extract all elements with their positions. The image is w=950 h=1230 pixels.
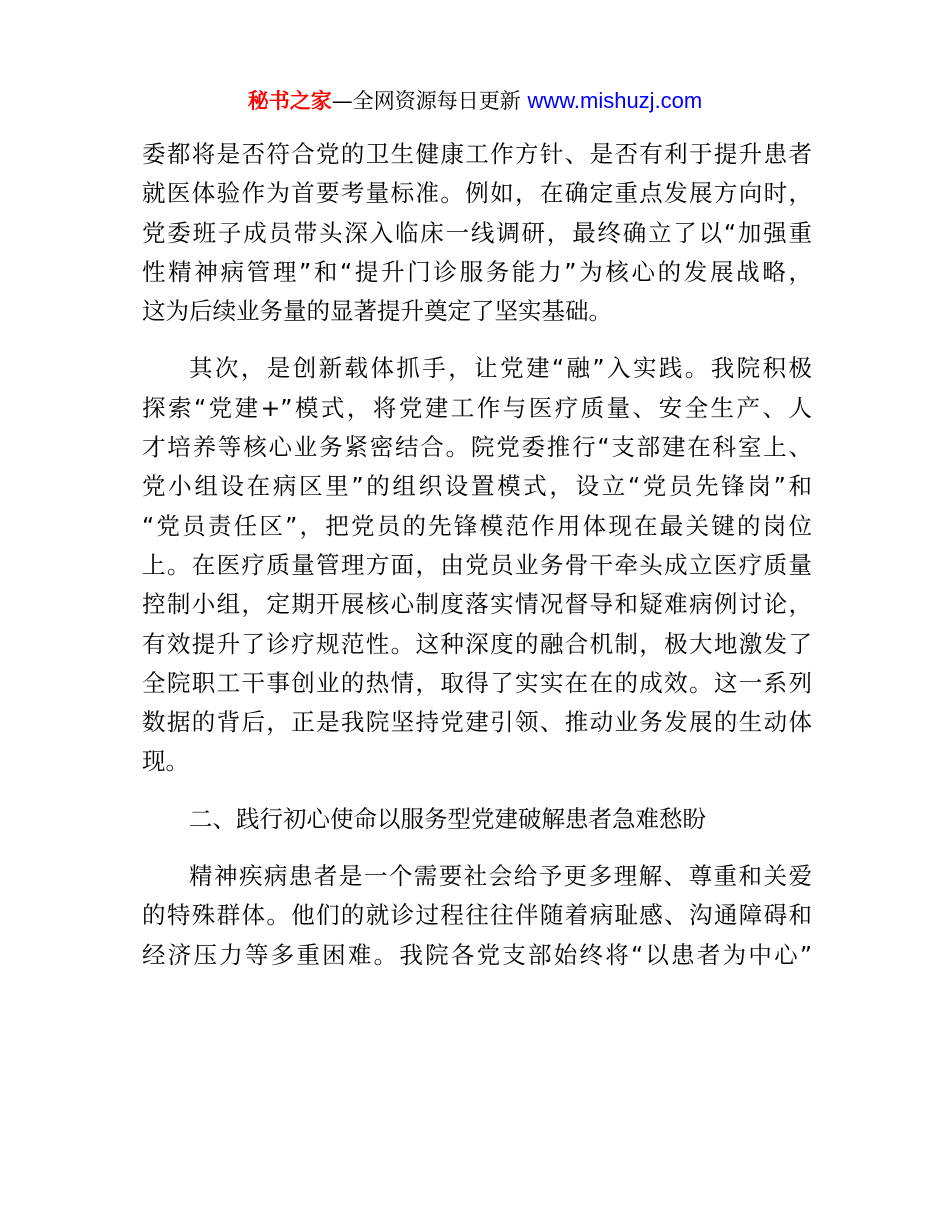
- text-line: 委都将是否符合党的卫生健康工作方针、是否有利于提升患者: [142, 140, 812, 168]
- text-line: 党委班子成员带头深入临床一线调研，最终确立了以“加强重: [142, 218, 812, 247]
- paragraph-patients: [142, 857, 812, 975]
- text-line: 的特殊群体。他们的就诊过程往往伴随着病耻感、沟通障碍和: [142, 901, 812, 930]
- page-header: [0, 86, 950, 116]
- text-line: 就医体验作为首要考量标准。例如，在确定重点发展方向时，: [142, 179, 812, 208]
- paragraph-innovation: [142, 349, 812, 781]
- text-line: 数据的背后，正是我院坚持党建引领、推动业务发展的生动体: [142, 708, 812, 737]
- paragraph-continuation: [142, 135, 812, 331]
- header-tagline: —全网资源每日更新: [331, 89, 521, 113]
- text-line: 其次，是创新载体抓手，让党建“融”入实践。我院积极: [189, 354, 812, 383]
- text-line: 控制小组，定期开展核心制度落实情况督导和疑难病例讨论，: [142, 590, 812, 619]
- text-line: “党员责任区”，把党员的先锋模范作用体现在最关键的岗位: [142, 511, 812, 540]
- text-line: 性精神病管理”和“提升门诊服务能力”为核心的发展战略，: [142, 257, 812, 286]
- text-line: 探索“党建+”模式，将党建工作与医疗质量、安全生产、人: [142, 393, 812, 422]
- text-line: 经济压力等多重困难。我院各党支部始终将“以患者为中心”: [142, 940, 812, 969]
- text-line: 精神疾病患者是一个需要社会给予更多理解、尊重和关爱: [189, 862, 812, 891]
- section-heading-text: 二、践行初心使命以服务型党建破解患者急难愁盼: [189, 804, 706, 833]
- text-line: 这为后续业务量的显著提升奠定了坚实基础。: [142, 297, 612, 326]
- brand-name: 秘书之家: [247, 89, 332, 113]
- document-body: [142, 135, 812, 975]
- section-heading: [142, 800, 812, 839]
- text-line: 有效提升了诊疗规范性。这种深度的融合机制，极大地激发了: [142, 629, 812, 658]
- text-line: 党小组设在病区里”的组织设置模式，设立“党员先锋岗”和: [142, 472, 812, 501]
- text-line: 上。在医疗质量管理方面，由党员业务骨干牵头成立医疗质量: [142, 550, 812, 579]
- text-line: 全院职工干事创业的热情，取得了实实在在的成效。这一系列: [142, 668, 812, 697]
- text-line: 才培养等核心业务紧密结合。院党委推行“支部建在科室上、: [142, 433, 812, 462]
- site-url-link[interactable]: www.mishuzj.com: [527, 88, 703, 113]
- text-line: 现。: [142, 747, 189, 776]
